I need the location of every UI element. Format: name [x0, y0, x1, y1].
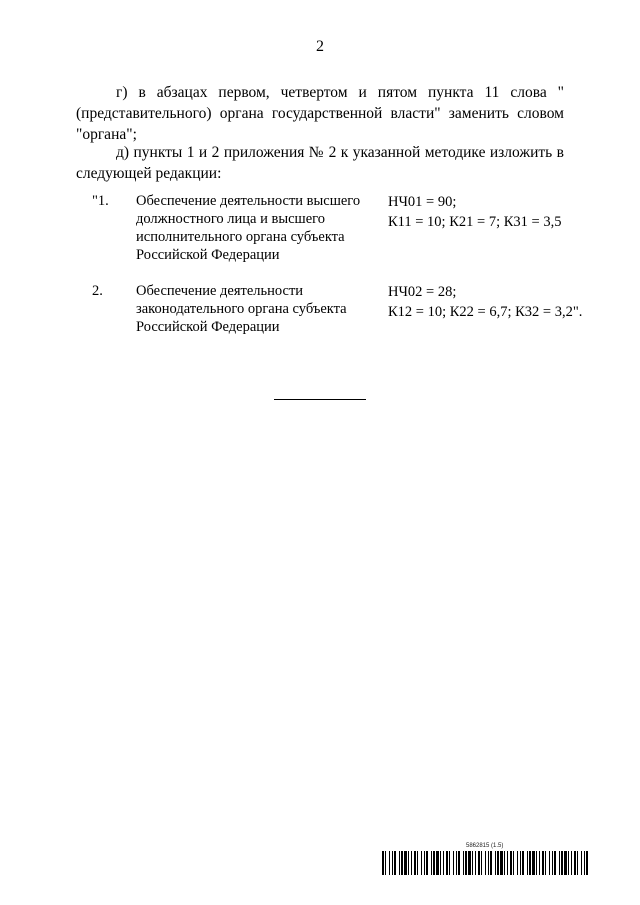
row-number: "1. [92, 193, 109, 209]
separator-line [274, 399, 366, 400]
row-formula [388, 282, 588, 322]
row-description: Обеспечение деятельности высшего должностного лица и высшего исполнительного органа субъекта Российской Федерации [136, 193, 361, 263]
row-number: 2. [92, 283, 103, 299]
formula-line: К11 = 10; К21 = 7; К31 = 3,5 [388, 214, 562, 230]
paragraph-g: г) в абзацах первом, четвертом и пятом пункта 11 слова "(представительного) органа государственной власти" заменить словом "органа"; [76, 84, 564, 143]
barcode-label: 5862815 (1.5) [466, 843, 504, 849]
paragraph-d: д) пункты 1 и 2 приложения № 2 к указанной методике изложить в следующей редакции: [76, 144, 564, 182]
row-formula [388, 192, 588, 232]
row-description: Обеспечение деятельности законодательного органа субъекта Российской Федерации [136, 283, 347, 335]
formula-line: НЧ01 = 90; [388, 194, 457, 210]
page-number: 2 [316, 38, 324, 55]
formula-line: НЧ02 = 28; [388, 284, 457, 300]
barcode-icon [382, 851, 588, 875]
formula-line: К12 = 10; К22 = 6,7; К32 = 3,2". [388, 304, 583, 320]
